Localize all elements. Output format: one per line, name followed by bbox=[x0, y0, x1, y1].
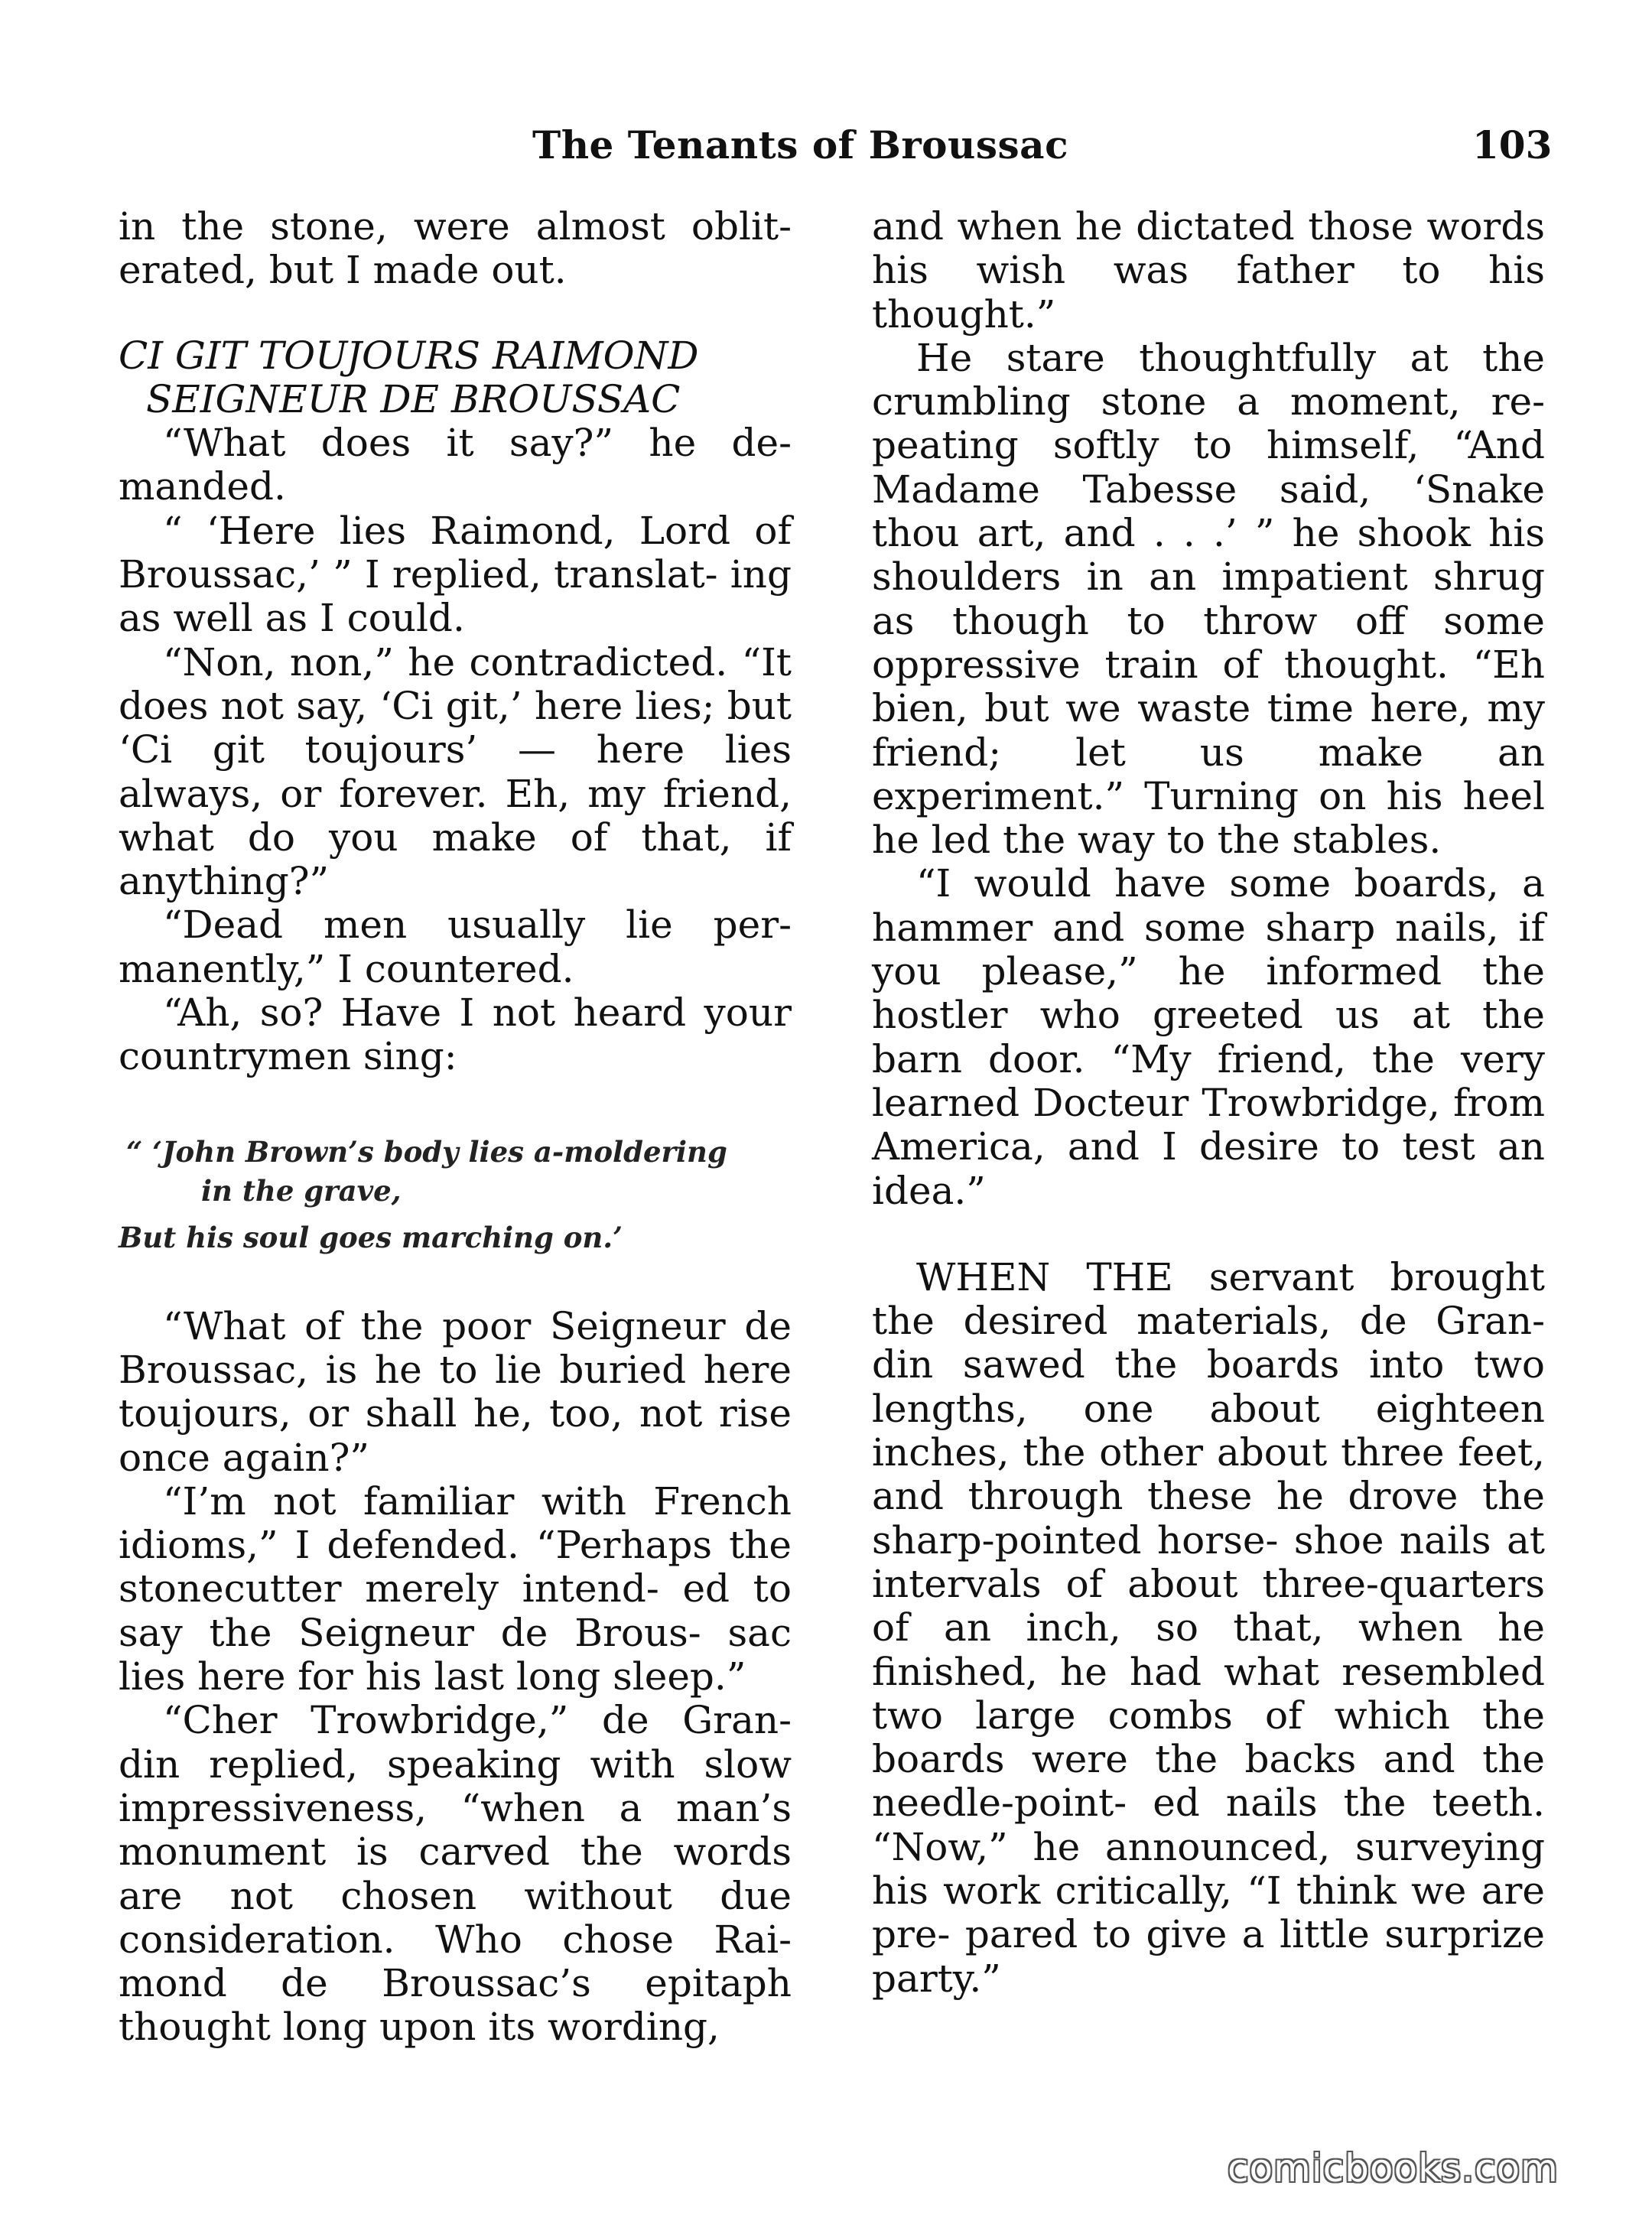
inscription-line: SEIGNEUR DE BROUSSAC bbox=[146, 376, 681, 421]
right-column bbox=[872, 205, 1545, 2001]
paragraph: “Cher Trowbridge,” de Gran- din replied, speaking with slow impressiveness, “when a man’s monument is carved the words are not chosen without due consideration. Who chose Rai- mond de Broussac’s epitaph thought long upon its wording, bbox=[119, 1698, 792, 2050]
verse-line: in the grave, bbox=[201, 1173, 402, 1208]
left-column bbox=[119, 205, 792, 2050]
paragraph: “Ah, so? Have I not heard your countrymen sing: bbox=[119, 990, 792, 1079]
running-title: The Tenants of Broussac bbox=[532, 122, 1069, 167]
paragraph: “Non, non,” he contradicted. “It does not say, ‘Ci git,’ here lies; but ‘Ci git toujours’ — here lies always, or forever. Eh, my friend, what do you make of that, if anything?” bbox=[119, 639, 792, 904]
paragraph: “Dead men usually lie per- manently,” I countered. bbox=[119, 902, 792, 991]
paragraph: He stare thoughtfully at the crumbling stone a moment, re- peating softly to himself, “And Madame Tabesse said, ‘Snake thou art, and . . .’ ” he shook his shoulders in an impatient shrug as though to throw off some oppressive train of thought. “Eh bien, but we waste time here, my friend; let us make an experiment.” Turning on his heel he led the way to the stables. bbox=[872, 335, 1545, 863]
section-paragraph: WHEN THE servant brought the desired materials, de Gran- din sawed the boards into two lengths, one about eighteen inches, the other about three feet, and through these he drove the sharp-pointed horse- shoe nails at intervals of about three-quarters of an inch, so that, when he finished, he had what resembled two large combs of which the boards were the backs and the needle-point- ed nails the teeth. “Now,” he announced, surveying his work critically, “I think we are pre- pared to give a little surprize party.” bbox=[872, 1254, 1545, 2001]
epitaph-inscription bbox=[119, 334, 792, 422]
paragraph: and when he dictated those words his wish was father to his thought.” bbox=[872, 204, 1545, 337]
paragraph: “I’m not familiar with French idioms,” I defended. “Perhaps the stonecutter merely intend- ed to say the Seigneur de Brous- sac lies here for his last long sleep.” bbox=[119, 1478, 792, 1699]
watermark: comicbooks.com bbox=[1228, 2146, 1559, 2190]
paragraph: “I would have some boards, a hammer and some sharp nails, if you please,” he informed the hostler who greeted us at the barn door. “My friend, the very learned Docteur Trowbridge, from America, and I desire to test an idea.” bbox=[872, 861, 1545, 1213]
page-number: 103 bbox=[1472, 122, 1553, 167]
verse-line: But his soul goes marching on.’ bbox=[119, 1220, 623, 1254]
paragraph: “ ‘Here lies Raimond, Lord of Broussac,’ ” I replied, translat- ing as well as I could. bbox=[119, 508, 792, 641]
song-verse bbox=[119, 1133, 792, 1257]
paragraph: in the stone, were almost oblit- erated, but I made out. bbox=[119, 204, 792, 293]
paragraph: “What does it say?” he de- manded. bbox=[119, 421, 792, 509]
verse-line: “ ‘John Brown’s body lies a-moldering bbox=[126, 1134, 727, 1169]
page-header bbox=[0, 115, 1652, 176]
inscription-line: CI GIT TOUJOURS RAIMOND bbox=[119, 333, 699, 378]
paragraph: “What of the poor Seigneur de Broussac, is he to lie buried here toujours, or shall he, too, not rise once again?” bbox=[119, 1303, 792, 1480]
